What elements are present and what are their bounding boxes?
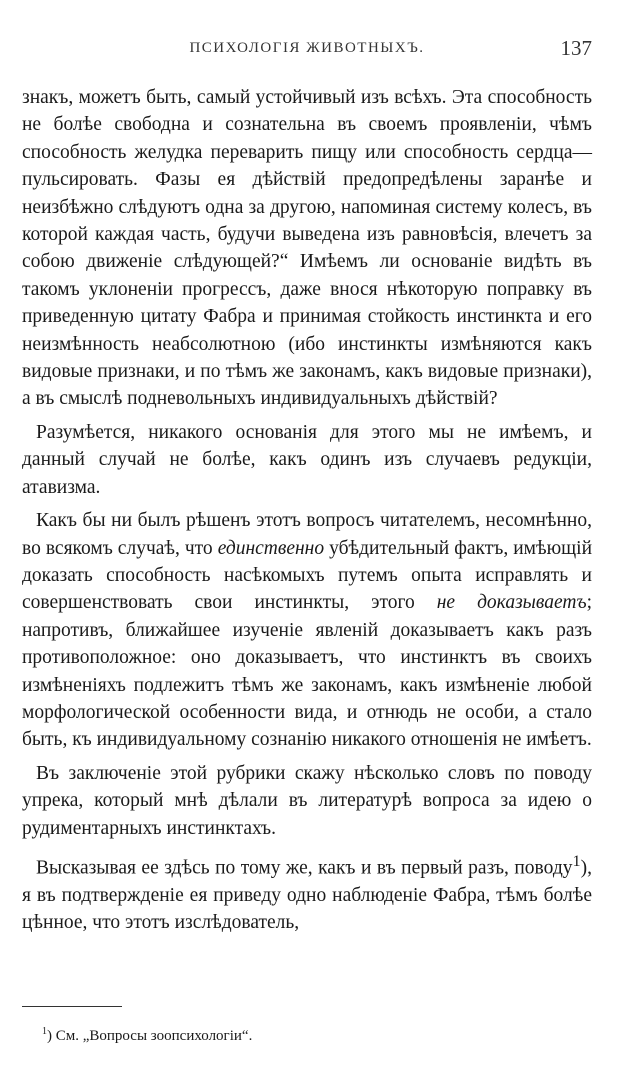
text-run: ; напротивъ, ближайшее изученіе явленій доказываетъ какъ разъ противоположное: оно доказываетъ, что инстинктъ въ своихъ измѣненіяхъ подлежитъ тѣмъ же законамъ, какъ измѣненіе любой морфологической особенности вида, и отнюдь не особи, а стало быть, къ индивидуальному сознанію никакого отношенія не имѣетъ. [22,592,592,751]
paragraph [22,84,592,413]
body-text [22,84,592,943]
emphasized-text: единственно [217,537,325,559]
paragraph [22,419,592,501]
footnote-marker: 1 [42,1026,47,1037]
footnote-text: ) См. „Вопросы зоопсихологіи“. [47,1028,253,1044]
text-run: знакъ, можетъ быть, самый устойчивый изъ всѣхъ. Эта способность не болѣе свободна и сознательна въ своемъ проявленіи, чѣмъ способность желудка переварить пищу или способность сердца—пульсировать. Фазы ея дѣйствій предопредѣлены заранѣе и неизбѣжно слѣдуютъ одна за другою, напоминая систему колесъ, въ которой каждая часть, будучи выведена изъ равновѣсія, влечетъ за собою движеніе слѣдующей?“ Имѣемъ ли основаніе видѣть въ такомъ уклоненіи прогрессъ, даже внося нѣкоторую поправку въ приведенную цитату Фабра и принимая стойкость инстинкта и его неизмѣнность неабсолютною (ибо инстинкты измѣняются какъ видовые признаки, и по тѣмъ же законамъ, какъ видовые признаки), а въ смыслѣ подневольныхъ индивидуальныхъ дѣйствій? [22,87,592,410]
text-run: Въ заключеніе этой рубрики скажу нѣсколько словъ по поводу упрека, который мнѣ дѣлали въ литературѣ вопроса за идею о рудиментарныхъ инстинктахъ. [22,762,592,839]
footnote [42,1022,582,1046]
text-run: ), я въ подтвержденіе ея приведу одно наблюденіе Фабра, тѣмъ болѣе цѣнное, что этотъ изслѣдователь, [22,857,592,934]
emphasized-text: не доказываетъ [436,592,587,614]
text-run: Высказывая ее здѣсь по тому же, какъ и въ первый разъ, поводу [36,857,573,879]
page-number: 137 [560,36,592,60]
text-run: Разумѣется, никакого основанія для этого мы не имѣемъ, и данный случай не болѣе, какъ одинъ изъ случаевъ редукціи, атавизма. [22,421,592,498]
paragraph [22,507,592,754]
running-title: ПСИХОЛОГІЯ ЖИВОТНЫХЪ. [189,40,425,56]
footnote-reference: 1 [572,851,581,870]
text-run: Какъ бы ни былъ рѣшенъ этотъ вопросъ читателемъ, несомнѣнно, во всякомъ случаѣ, что [22,510,592,559]
running-head [22,36,592,66]
paragraph [22,760,592,842]
footnote-divider [22,1006,122,1007]
text-run: убѣдительный фактъ, имѣющій доказать способность насѣкомыхъ путемъ опыта исправлять и совершенствовать свои инстинкты, этого [22,537,593,614]
paragraph [22,848,592,937]
